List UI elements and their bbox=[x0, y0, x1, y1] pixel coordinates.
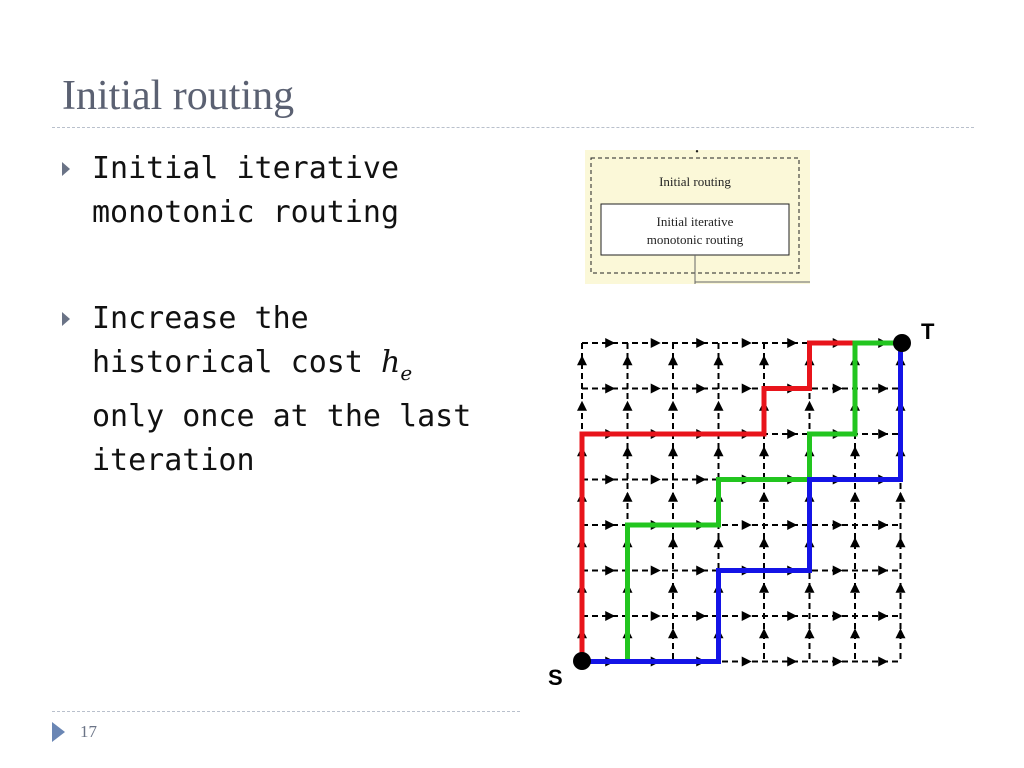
right-arrow-icon bbox=[878, 429, 888, 439]
up-arrow-icon bbox=[850, 537, 860, 547]
right-arrow-icon bbox=[833, 566, 843, 576]
svg-text:•: • bbox=[695, 150, 699, 158]
right-arrow-icon bbox=[787, 338, 797, 348]
up-arrow-icon bbox=[850, 492, 860, 502]
right-arrow-icon bbox=[787, 520, 797, 530]
up-arrow-icon bbox=[714, 446, 724, 456]
up-arrow-icon bbox=[577, 401, 587, 411]
up-arrow-icon bbox=[805, 628, 815, 638]
up-arrow-icon bbox=[850, 446, 860, 456]
right-arrow-icon bbox=[651, 475, 661, 485]
up-arrow-icon bbox=[714, 355, 724, 365]
right-arrow-icon bbox=[651, 566, 661, 576]
title-divider bbox=[52, 127, 974, 128]
right-arrow-icon bbox=[605, 384, 615, 394]
right-arrow-icon bbox=[605, 338, 615, 348]
right-arrow-icon bbox=[605, 520, 615, 530]
right-arrow-icon bbox=[878, 657, 888, 667]
up-arrow-icon bbox=[577, 355, 587, 365]
right-arrow-icon bbox=[878, 384, 888, 394]
right-arrow-icon bbox=[605, 566, 615, 576]
up-arrow-icon bbox=[759, 583, 769, 593]
up-arrow-icon bbox=[623, 401, 633, 411]
up-arrow-icon bbox=[623, 355, 633, 365]
up-arrow-icon bbox=[850, 628, 860, 638]
right-arrow-icon bbox=[787, 611, 797, 621]
up-arrow-icon bbox=[668, 537, 678, 547]
right-arrow-icon bbox=[833, 520, 843, 530]
up-arrow-icon bbox=[850, 583, 860, 593]
inner-step-box bbox=[601, 204, 789, 255]
routing-grid-diagram bbox=[540, 312, 960, 697]
right-arrow-icon bbox=[696, 566, 706, 576]
up-arrow-icon bbox=[896, 492, 906, 502]
slide-title: Initial routing bbox=[62, 73, 295, 119]
right-arrow-icon bbox=[742, 520, 752, 530]
up-arrow-icon bbox=[623, 492, 633, 502]
up-arrow-icon bbox=[805, 401, 815, 411]
up-arrow-icon bbox=[896, 537, 906, 547]
target-label: T bbox=[921, 319, 935, 344]
right-arrow-icon bbox=[878, 520, 888, 530]
up-arrow-icon bbox=[759, 537, 769, 547]
up-arrow-icon bbox=[668, 628, 678, 638]
historical-cost-variable: $h_e$ bbox=[380, 345, 413, 385]
up-arrow-icon bbox=[896, 583, 906, 593]
up-arrow-icon bbox=[759, 355, 769, 365]
up-arrow-icon bbox=[759, 446, 769, 456]
right-arrow-icon bbox=[696, 475, 706, 485]
right-arrow-icon bbox=[878, 611, 888, 621]
up-arrow-icon bbox=[668, 355, 678, 365]
up-arrow-icon bbox=[623, 446, 633, 456]
right-arrow-icon bbox=[787, 657, 797, 667]
right-arrow-icon bbox=[833, 611, 843, 621]
source-label: S bbox=[548, 665, 563, 690]
flowchart-snippet bbox=[585, 150, 810, 284]
right-arrow-icon bbox=[742, 384, 752, 394]
right-arrow-icon bbox=[742, 611, 752, 621]
bullet-arrow-icon bbox=[62, 312, 70, 326]
target-node bbox=[893, 334, 911, 352]
routing-grid-svg bbox=[540, 312, 960, 697]
right-arrow-icon bbox=[605, 475, 615, 485]
right-arrow-icon bbox=[696, 384, 706, 394]
bullet-text bbox=[92, 297, 502, 483]
right-arrow-icon bbox=[651, 338, 661, 348]
right-arrow-icon bbox=[833, 657, 843, 667]
up-arrow-icon bbox=[668, 583, 678, 593]
source-node bbox=[573, 652, 591, 670]
outer-box-label: Initial routing bbox=[659, 174, 731, 189]
bullet-item-2 bbox=[62, 297, 502, 483]
footer-divider bbox=[52, 711, 520, 712]
right-arrow-icon bbox=[742, 338, 752, 348]
right-arrow-icon bbox=[651, 611, 661, 621]
variable-subscript: e bbox=[400, 361, 413, 385]
green-route-path bbox=[582, 343, 901, 662]
right-arrow-icon bbox=[878, 566, 888, 576]
page-number: 17 bbox=[80, 722, 97, 741]
right-arrow-icon bbox=[833, 384, 843, 394]
right-arrow-icon bbox=[605, 611, 615, 621]
bullet-arrow-icon bbox=[62, 162, 70, 176]
bullet-text: Initial iterative monotonic routing bbox=[92, 151, 400, 230]
up-arrow-icon bbox=[668, 446, 678, 456]
right-arrow-icon bbox=[787, 429, 797, 439]
up-arrow-icon bbox=[714, 537, 724, 547]
right-arrow-icon bbox=[696, 338, 706, 348]
up-arrow-icon bbox=[805, 583, 815, 593]
inner-box-line-1: Initial iterative bbox=[656, 214, 734, 229]
up-arrow-icon bbox=[668, 492, 678, 502]
bullet-text-before: Increase the historical cost bbox=[92, 301, 381, 380]
up-arrow-icon bbox=[759, 628, 769, 638]
right-arrow-icon bbox=[742, 657, 752, 667]
bullet-text-after: only once at the last iteration bbox=[92, 399, 472, 478]
right-arrow-icon bbox=[651, 384, 661, 394]
up-arrow-icon bbox=[668, 401, 678, 411]
up-arrow-icon bbox=[896, 628, 906, 638]
bullet-item-1 bbox=[62, 147, 502, 235]
inner-box-line-2: monotonic routing bbox=[646, 232, 744, 247]
up-arrow-icon bbox=[714, 401, 724, 411]
up-arrow-icon bbox=[759, 492, 769, 502]
footer-arrow-icon bbox=[52, 722, 65, 742]
right-arrow-icon bbox=[696, 611, 706, 621]
